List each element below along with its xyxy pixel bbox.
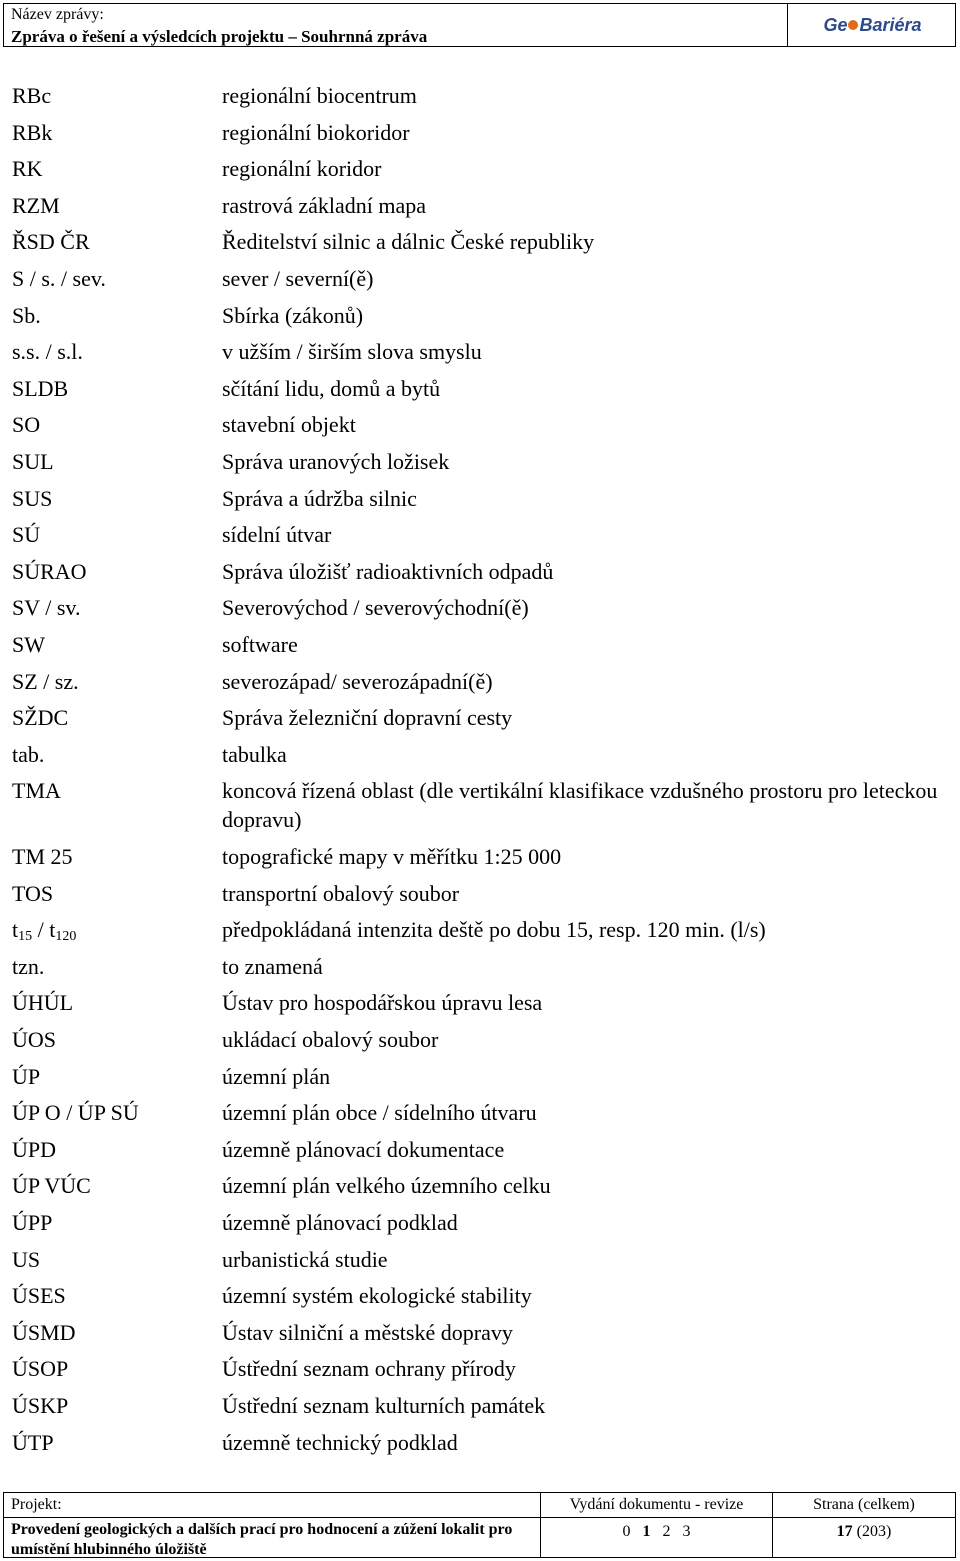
definition: sčítání lidu, domů a bytů [222,375,441,401]
definition: územní systém ekologické stability [222,1283,532,1309]
abbreviation: TOS [12,880,54,906]
definition: Správa železniční dopravní cesty [222,705,513,731]
definition: software [222,632,298,657]
abbreviation: ÚP O / ÚP SÚ [12,1100,139,1126]
definition: transportní obalový soubor [222,880,460,906]
abbreviation-part: t [12,917,19,943]
definition: koncová řízená oblast (dle vertikální klasifikace vzdušného prostoru pro leteckou dopravu) [222,778,938,833]
definition: v užším / širším slova smyslu [222,339,482,365]
definition: regionální biokoridor [222,119,410,145]
definition: stavební objekt [222,412,356,438]
definition: územní plán velkého územního celku [222,1173,551,1199]
abbreviation-part: 15 [18,929,33,945]
definition: regionální biocentrum [222,83,417,108]
definition: urbanistická studie [222,1246,388,1272]
revision-cell [541,1493,773,1557]
abbreviation: ÚHÚL [12,990,74,1016]
page-label: Strana (celkem) [773,1493,955,1518]
abbreviation: ÚSES [12,1283,66,1309]
abbreviation: SO [12,412,41,438]
definition: Ústav silniční a městské dopravy [222,1319,513,1345]
abbreviation: ÚPP [12,1210,53,1235]
abbreviation: ÚP VÚC [12,1173,91,1199]
definition: územní plán obce / sídelního útvaru [222,1100,537,1126]
abbreviation [12,915,76,951]
report-title: Zpráva o řešení a výsledcích projektu – Souhrnná zpráva [11,27,428,46]
report-footer [3,1492,956,1558]
definition: územně technický podklad [222,1429,458,1455]
definition: ukládací obalový soubor [222,1027,439,1052]
abbreviation: TMA [12,778,61,804]
geobariera-logo [790,4,955,46]
abbreviation: S / s. / sev. [12,266,106,291]
abbreviation: ÚOS [12,1027,57,1052]
definition: Ústav pro hospodářskou úpravu lesa [222,990,543,1016]
abbreviation: SŽDC [12,705,69,731]
abbreviation: SLDB [12,375,69,401]
project-cell [4,1493,541,1557]
project-label: Projekt: [4,1493,540,1518]
page-total: (203) [856,1523,892,1540]
abbreviation: RZM [12,192,60,218]
revision-number: 2 [662,1523,671,1540]
report-name-label: Název zprávy: [11,6,104,23]
page-current: 17 [836,1523,853,1540]
abbreviation: SÚRAO [12,558,87,584]
abbreviation-part: 120 [55,929,77,945]
revision-number: 0 [622,1523,631,1540]
definition: Ústřední seznam kulturních památek [222,1393,546,1418]
abbreviation: ÚP [12,1063,41,1089]
definition: rastrová základní mapa [222,192,427,218]
abbreviation: SV / sv. [12,595,81,621]
abbreviation: SÚ [12,522,41,548]
revision-number: 1 [642,1523,651,1540]
revision-numbers [541,1522,772,1542]
revision-label: Vydání dokumentu - revize [541,1493,772,1518]
report-header [3,3,956,47]
abbreviation: ÚPD [12,1136,57,1162]
definition: předpokládaná intenzita deště po dobu 15, resp. 120 min. (l/s) [222,917,766,943]
page-cell [773,1493,955,1557]
definition: sever / severní(ě) [222,266,374,291]
abbreviation: ÚSKP [12,1393,69,1418]
abbreviation: ÚSMD [12,1319,76,1345]
abbreviation: TM 25 [12,844,73,869]
definition: Správa uranových ložisek [222,449,450,474]
definition: tabulka [222,741,287,767]
abbreviation: RBc [12,83,52,108]
definition: Ústřední seznam ochrany přírody [222,1356,516,1382]
definition: regionální koridor [222,156,382,182]
definition: to znamená [222,953,323,979]
definition: topografické mapy v měřítku 1:25 000 [222,844,562,869]
abbreviation: s.s. / s.l. [12,339,83,365]
abbreviation: RK [12,156,43,182]
logo-wordmark: Ge Bariéra [823,14,922,35]
abbreviation: US [12,1246,41,1272]
definition: Severovýchod / severovýchodní(ě) [222,595,529,621]
abbreviation: tzn. [12,953,45,979]
abbreviation: SUS [12,485,53,511]
abbreviation: ÚSOP [12,1356,69,1382]
definition: Správa úložišť radioaktivních odpadů [222,558,554,584]
definition: Ředitelství silnic a dálnic České republiky [222,229,595,255]
abbreviation: SUL [12,449,54,474]
definition: Správa a údržba silnic [222,485,417,511]
abbreviation: ŘSD ČR [12,229,90,255]
abbreviation-part: / t [32,917,56,943]
abbreviation: SW [12,632,45,657]
abbreviation: SZ / sz. [12,668,79,694]
revision-number: 3 [682,1523,691,1540]
project-name: Provedení geologických a dalších prací pro hodnocení a zúžení lokalit pro umístění hlubinného úložiště [11,1521,513,1558]
definition: územní plán [222,1063,331,1089]
definition: Sbírka (zákonů) [222,302,364,328]
definition: severozápad/ severozápadní(ě) [222,668,493,694]
page-number [773,1522,955,1542]
definition: sídelní útvar [222,522,332,548]
abbreviation: RBk [12,119,53,145]
abbreviation: tab. [12,741,45,767]
definition: územně plánovací dokumentace [222,1136,505,1162]
definition: územně plánovací podklad [222,1210,458,1235]
report-title-cell [4,4,788,46]
abbreviation: ÚTP [12,1429,54,1455]
abbreviation: Sb. [12,302,41,328]
